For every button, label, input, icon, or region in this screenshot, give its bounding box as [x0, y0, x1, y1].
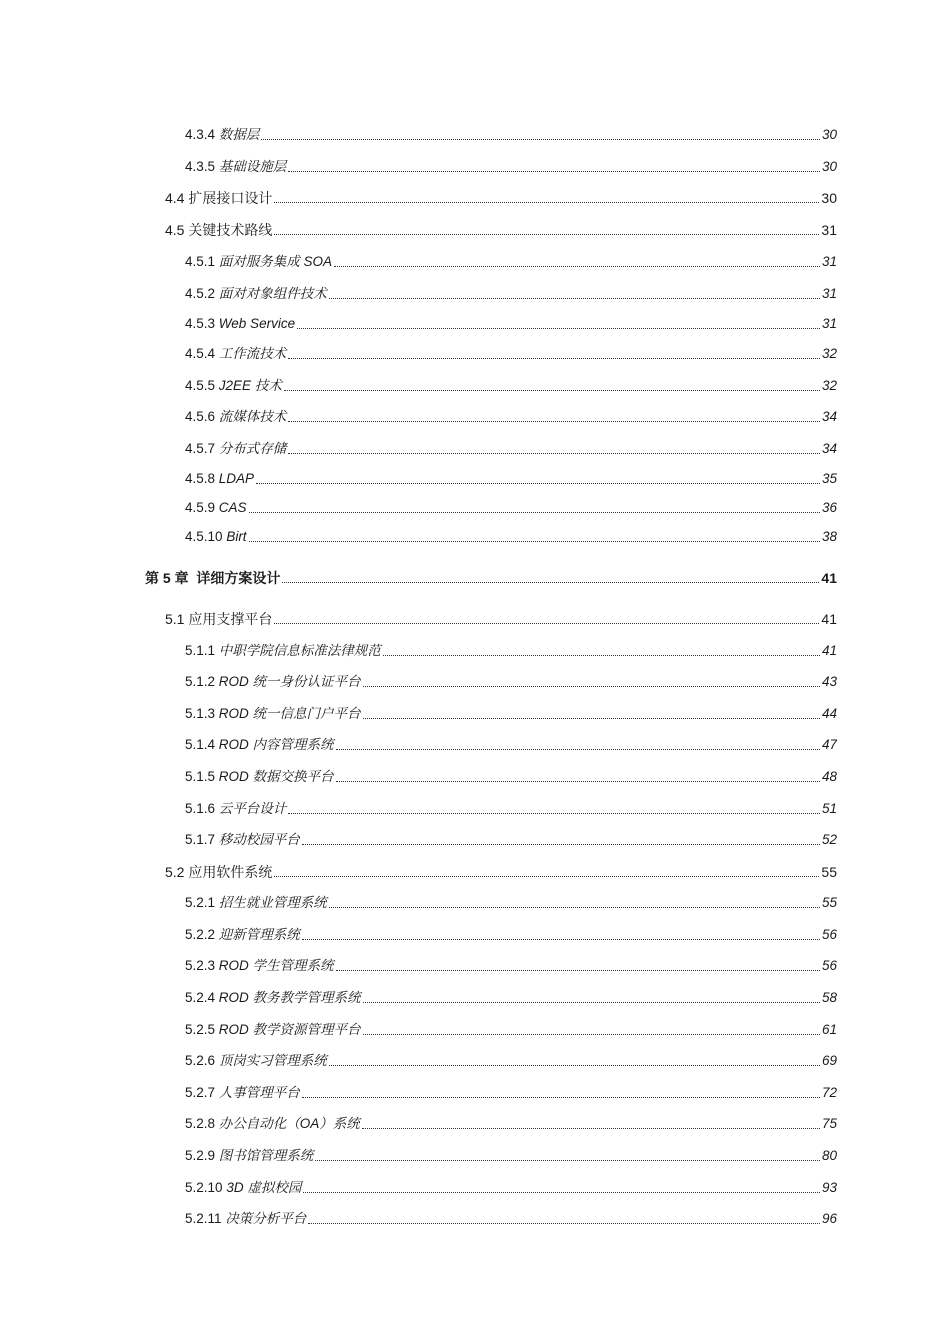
toc-leader-dots	[284, 389, 820, 391]
toc-page-number: 30	[821, 159, 837, 174]
toc-entry-number: 4.4	[165, 190, 185, 206]
toc-entry-title: 面对对象组件技术	[218, 286, 327, 301]
toc-entry-number: 5.1.3	[185, 706, 216, 721]
toc-entry-label	[185, 989, 361, 1007]
toc-entry-title: 应用软件系统	[188, 864, 273, 880]
toc-entry-label	[165, 610, 272, 628]
toc-entry-4-5[interactable]	[165, 217, 837, 239]
toc-leader-dots	[282, 581, 819, 583]
toc-entry-label	[185, 315, 295, 333]
toc-entry-title: ROD 教学资源管理平台	[218, 1022, 361, 1037]
toc-leader-dots	[362, 1127, 820, 1129]
toc-entry-label	[165, 863, 272, 881]
toc-entry-5-2-9[interactable]	[185, 1143, 837, 1165]
toc-entry-title: 迎新管理系统	[218, 927, 300, 942]
toc-leader-dots	[256, 482, 820, 484]
toc-entry-number: 5.1.1	[185, 643, 216, 658]
toc-leader-dots	[315, 1159, 820, 1161]
toc-entry-title: 详细方案设计	[196, 570, 281, 586]
toc-entry-title: ROD 数据交换平台	[218, 769, 334, 784]
toc-entry-5-2-8[interactable]	[185, 1111, 837, 1133]
toc-leader-dots	[329, 906, 820, 908]
toc-entry-number: 5.2	[165, 864, 185, 880]
toc-leader-dots	[288, 420, 820, 422]
toc-entry-4-5-2[interactable]	[185, 281, 837, 303]
toc-entry-title: ROD 教务教学管理系统	[218, 990, 361, 1005]
toc-entry-number: 4.5.9	[185, 500, 216, 515]
toc-entry-title: 基础设施层	[218, 159, 287, 174]
toc-page-number: 31	[821, 286, 837, 301]
toc-entry-label	[185, 470, 254, 488]
toc-entry-4-5-4[interactable]	[185, 341, 837, 363]
toc-entry-title: 工作流技术	[218, 346, 287, 361]
toc-entry-number: 5.1	[165, 611, 185, 627]
toc-entry-4-4[interactable]	[165, 185, 837, 207]
toc-entry-title: 办公自动化（OA）系统	[218, 1116, 360, 1131]
toc-leader-dots	[303, 1191, 820, 1193]
toc-entry-5-2-2[interactable]	[185, 922, 837, 944]
toc-page-number: 35	[821, 471, 837, 486]
toc-entry-label	[185, 345, 286, 363]
toc-entry-number: 5.2.3	[185, 958, 216, 973]
toc-entry-title: 数据层	[218, 127, 260, 142]
toc-leader-dots	[336, 969, 820, 971]
toc-entry-label	[185, 253, 332, 271]
toc-page-number: 36	[821, 500, 837, 515]
toc-entry-title: 关键技术路线	[188, 222, 273, 238]
toc-entry-label	[185, 957, 334, 975]
toc-leader-dots	[302, 938, 820, 940]
toc-entry-title: 面对服务集成 SOA	[218, 254, 333, 269]
toc-leader-dots	[336, 748, 820, 750]
toc-page-number: 96	[821, 1211, 837, 1226]
toc-entry-title: 图书馆管理系统	[218, 1148, 314, 1163]
toc-entry-number: 4.3.5	[185, 159, 216, 174]
toc-leader-dots	[274, 233, 819, 235]
toc-entry-5-2-10[interactable]	[185, 1175, 837, 1197]
toc-entry-label	[185, 158, 286, 176]
toc-entry-number: 4.3.4	[185, 127, 216, 142]
toc-entry-title: J2EE 技术	[218, 378, 282, 393]
toc-entry-label	[185, 126, 259, 144]
toc-leader-dots	[288, 357, 820, 359]
toc-leader-dots	[297, 327, 820, 329]
toc-leader-dots	[383, 654, 820, 656]
toc-entry-4-5-10[interactable]	[185, 524, 837, 546]
toc-entry-4-5-5[interactable]	[185, 373, 837, 395]
toc-entry-5-1-6[interactable]	[185, 796, 837, 818]
toc-page-number: 55	[821, 864, 837, 880]
toc-entry-number: 5.2.7	[185, 1085, 216, 1100]
toc-entry-5-1-2[interactable]	[185, 669, 837, 691]
toc-entry-number: 5.2.5	[185, 1022, 216, 1037]
toc-page-number: 51	[821, 801, 837, 816]
toc-entry-4-5-7[interactable]	[185, 436, 837, 458]
toc-entry-number: 4.5.5	[185, 378, 216, 393]
toc-page-number: 34	[821, 409, 837, 424]
toc-entry-5-1-1[interactable]	[185, 638, 837, 660]
toc-entry-title: 顶岗实习管理系统	[218, 1053, 327, 1068]
toc-page-number: 32	[821, 378, 837, 393]
toc-page-number: 58	[821, 990, 837, 1005]
toc-page-number: 30	[821, 127, 837, 142]
toc-leader-dots	[363, 1033, 820, 1035]
toc-entry-4-5-3[interactable]	[185, 311, 837, 333]
toc-page-number: 61	[821, 1022, 837, 1037]
toc-entry-5-1-3[interactable]	[185, 701, 837, 723]
toc-entry-number: 5.2.11	[185, 1211, 222, 1226]
toc-entry-number: 4.5.6	[185, 409, 216, 424]
toc-page-number: 41	[821, 611, 837, 627]
toc-entry-number: 第 5 章	[145, 570, 189, 586]
toc-entry-number: 5.2.1	[185, 895, 216, 910]
toc-entry-number: 4.5.8	[185, 471, 216, 486]
toc-entry-chapter-5[interactable]	[145, 565, 837, 587]
toc-entry-label	[185, 673, 361, 691]
toc-leader-dots	[274, 201, 819, 203]
toc-entry-number: 5.2.9	[185, 1148, 216, 1163]
toc-entry-number: 5.2.8	[185, 1116, 216, 1131]
toc-entry-title: ROD 学生管理系统	[218, 958, 334, 973]
toc-entry-title: ROD 内容管理系统	[218, 737, 334, 752]
toc-entry-5-1-7[interactable]	[185, 827, 837, 849]
toc-entry-4-5-9[interactable]	[185, 495, 837, 517]
toc-page-number: 30	[821, 190, 837, 206]
toc-page-number: 55	[821, 895, 837, 910]
toc-entry-5-2-4[interactable]	[185, 985, 837, 1007]
toc-leader-dots	[288, 452, 820, 454]
toc-page-number: 32	[821, 346, 837, 361]
toc-entry-5-2-1[interactable]	[185, 890, 837, 912]
toc-page-number: 56	[821, 958, 837, 973]
toc-entry-title: 招生就业管理系统	[218, 895, 327, 910]
toc-page-number: 44	[821, 706, 837, 721]
toc-page-number: 31	[821, 222, 837, 238]
toc-entry-4-5-6[interactable]	[185, 404, 837, 426]
toc-entry-number: 5.2.2	[185, 927, 216, 942]
toc-leader-dots	[336, 780, 820, 782]
toc-entry-title: LDAP	[218, 471, 255, 486]
toc-page-number: 48	[821, 769, 837, 784]
toc-entry-label	[185, 768, 334, 786]
toc-page-number: 93	[821, 1180, 837, 1195]
toc-entry-label	[185, 499, 247, 517]
toc-entry-title: Web Service	[218, 316, 296, 331]
toc-page-number: 69	[821, 1053, 837, 1068]
toc-entry-5-1[interactable]	[165, 606, 837, 628]
toc-entry-title: 流媒体技术	[218, 409, 287, 424]
toc-entry-4-3-4[interactable]	[185, 122, 837, 144]
toc-entry-label	[185, 736, 334, 754]
toc-entry-5-1-4[interactable]	[185, 732, 837, 754]
toc-entry-label	[185, 1210, 306, 1228]
toc-page-number: 52	[821, 832, 837, 847]
toc-entry-number: 4.5	[165, 222, 185, 238]
toc-entry-label	[185, 440, 286, 458]
toc-entry-number: 5.1.4	[185, 737, 216, 752]
toc-entry-label	[185, 1179, 301, 1197]
toc-entry-title: Birt	[226, 529, 247, 544]
toc-leader-dots	[302, 1096, 820, 1098]
toc-entry-number: 5.1.6	[185, 801, 216, 816]
toc-entry-5-2-3[interactable]	[185, 953, 837, 975]
toc-page-number: 47	[821, 737, 837, 752]
toc-entry-title: ROD 统一身份认证平台	[218, 674, 361, 689]
toc-entry-title: 应用支撑平台	[188, 611, 273, 627]
toc-entry-title: 移动校园平台	[218, 832, 300, 847]
toc-entry-number: 5.2.4	[185, 990, 216, 1005]
toc-page-number: 38	[821, 529, 837, 544]
toc-leader-dots	[308, 1222, 820, 1224]
toc-entry-number: 5.1.2	[185, 674, 216, 689]
toc-entry-label	[185, 894, 327, 912]
toc-entry-number: 4.5.3	[185, 316, 216, 331]
toc-entry-5-1-5[interactable]	[185, 764, 837, 786]
toc-leader-dots	[363, 685, 820, 687]
toc-page-number: 80	[821, 1148, 837, 1163]
toc-page-number: 34	[821, 441, 837, 456]
toc-entry-label	[185, 642, 381, 660]
toc-entry-label	[185, 1021, 361, 1039]
toc-page-number: 72	[821, 1085, 837, 1100]
toc-entry-5-2-6[interactable]	[185, 1048, 837, 1070]
toc-entry-label	[165, 189, 272, 207]
toc-entry-label	[145, 569, 280, 587]
toc-entry-title: 3D 虚拟校园	[226, 1180, 302, 1195]
toc-entry-label	[185, 285, 327, 303]
toc-leader-dots	[274, 622, 819, 624]
toc-page-number: 43	[821, 674, 837, 689]
toc-leader-dots	[261, 138, 820, 140]
toc-entry-5-2-7[interactable]	[185, 1080, 837, 1102]
toc-leader-dots	[363, 1001, 820, 1003]
toc-entry-number: 5.1.7	[185, 832, 216, 847]
toc-leader-dots	[302, 843, 820, 845]
toc-entry-label	[185, 1115, 360, 1133]
toc-entry-label	[185, 705, 361, 723]
toc-entry-title: ROD 统一信息门户平台	[218, 706, 361, 721]
toc-page-number: 31	[821, 316, 837, 331]
toc-entry-title: 扩展接口设计	[188, 190, 273, 206]
toc-entry-5-2-5[interactable]	[185, 1017, 837, 1039]
toc-page-number: 31	[821, 254, 837, 269]
toc-leader-dots	[249, 540, 820, 542]
toc-entry-5-2-11[interactable]	[185, 1206, 837, 1228]
toc-entry-4-5-1[interactable]	[185, 249, 837, 271]
toc-entry-title: 中职学院信息标准法律规范	[218, 643, 381, 658]
toc-entry-4-5-8[interactable]	[185, 466, 837, 488]
toc-entry-label	[185, 408, 286, 426]
toc-entry-number: 4.5.10	[185, 529, 223, 544]
toc-entry-title: CAS	[218, 500, 247, 515]
toc-entry-4-3-5[interactable]	[185, 154, 837, 176]
toc-entry-number: 5.1.5	[185, 769, 216, 784]
toc-entry-label	[185, 800, 286, 818]
toc-entry-number: 4.5.1	[185, 254, 216, 269]
toc-entry-5-2[interactable]	[165, 859, 837, 881]
toc-entry-title: 云平台设计	[218, 801, 287, 816]
toc-leader-dots	[249, 511, 820, 513]
toc-entry-title: 决策分析平台	[225, 1211, 307, 1226]
toc-page-number: 41	[821, 643, 837, 658]
toc-page-number: 56	[821, 927, 837, 942]
toc-entry-number: 5.2.6	[185, 1053, 216, 1068]
toc-leader-dots	[363, 717, 820, 719]
toc-entry-label	[185, 1084, 300, 1102]
toc-entry-label	[185, 1147, 313, 1165]
toc-entry-title: 分布式存储	[218, 441, 287, 456]
toc-page-number: 41	[821, 570, 837, 586]
toc-entry-number: 4.5.2	[185, 286, 216, 301]
toc-entry-number: 4.5.7	[185, 441, 216, 456]
toc-leader-dots	[329, 1064, 820, 1066]
toc-entry-label	[165, 221, 272, 239]
toc-entry-label	[185, 377, 282, 395]
toc-entry-label	[185, 528, 247, 546]
toc-entry-title: 人事管理平台	[218, 1085, 300, 1100]
toc-leader-dots	[329, 297, 820, 299]
toc-leader-dots	[288, 170, 820, 172]
toc-leader-dots	[274, 875, 819, 877]
toc-entry-label	[185, 831, 300, 849]
toc-entry-number: 4.5.4	[185, 346, 216, 361]
toc-entry-label	[185, 1052, 327, 1070]
toc-entry-number: 5.2.10	[185, 1180, 223, 1195]
toc-entry-label	[185, 926, 300, 944]
toc-leader-dots	[288, 812, 820, 814]
toc-leader-dots	[334, 265, 820, 267]
toc-page-number: 75	[821, 1116, 837, 1131]
